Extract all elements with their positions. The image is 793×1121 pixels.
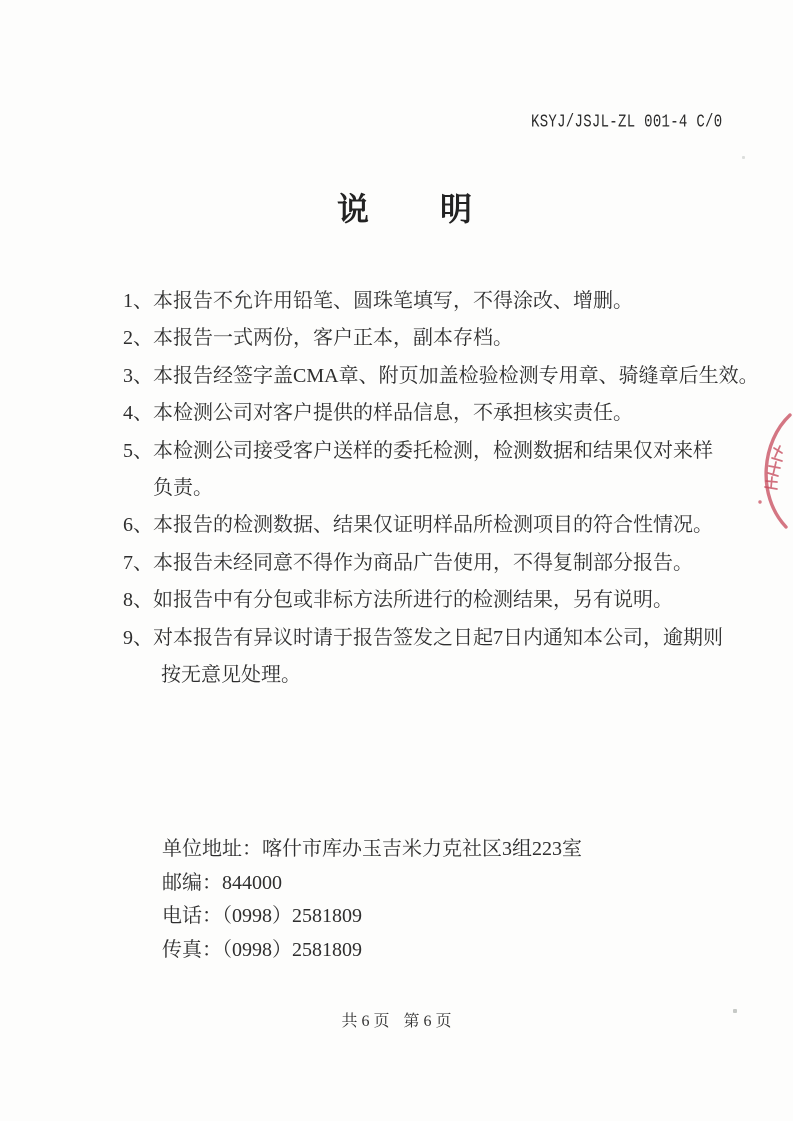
- document-code: KSYJ/JSJL-ZL 001-4 C/0: [531, 112, 723, 133]
- current-page: 第 6 页: [403, 1013, 452, 1030]
- note-item-9: [123, 620, 743, 695]
- note-number: 7、: [123, 551, 153, 574]
- note-text: 本检测公司对客户提供的样品信息，不承担核实责任。: [153, 402, 633, 425]
- note-number: 6、: [123, 514, 153, 537]
- note-text: 本报告一式两份，客户正本，副本存档。: [153, 327, 513, 350]
- scan-artifact-speck: [733, 1009, 737, 1013]
- contact-fax: 传真：（0998）2581809: [162, 938, 362, 961]
- note-item-8: [123, 582, 743, 619]
- note-text: 本报告不允许用铅笔、圆珠笔填写，不得涂改、增删。: [153, 290, 633, 312]
- note-text: 本检测公司接受客户送样的委托检测，检测数据和结果仅对来样: [153, 439, 713, 462]
- note-item-1: [123, 283, 743, 320]
- note-text: 对本报告有异议时请于报告签发之日起7日内通知本公司，逾期则: [153, 626, 723, 649]
- page-footer: [0, 1008, 793, 1031]
- contact-block: [162, 833, 582, 967]
- partial-red-seal-icon: [743, 412, 793, 530]
- note-text: 如报告中有分包或非标方法所进行的检测结果，另有说明。: [153, 589, 673, 612]
- contact-address: 单位地址：喀什市库办玉吉米力克社区3组223室: [162, 838, 582, 860]
- total-pages: 共 6 页: [341, 1013, 390, 1030]
- note-item-3: [123, 358, 759, 395]
- note-item-6: [123, 507, 743, 544]
- note-number: 8、: [123, 589, 153, 612]
- seal-dot: [758, 500, 761, 503]
- note-item-2: [123, 320, 743, 357]
- note-number: 9、: [123, 626, 153, 649]
- note-number: 3、: [123, 364, 153, 387]
- note-text: 本报告经签字盖CMA章、附页加盖检验检测专用章、骑缝章后生效。: [153, 364, 759, 387]
- note-item-7: [123, 545, 743, 582]
- note-item-4: [123, 395, 743, 432]
- notes-list: [123, 283, 759, 694]
- contact-phone: 电话：（0998）2581809: [162, 905, 362, 928]
- note-number: 1、: [123, 290, 153, 312]
- note-text: 本报告未经同意不得作为商品广告使用，不得复制部分报告。: [153, 551, 693, 574]
- note-text: 本报告的检测数据、结果仅证明样品所检测项目的符合性情况。: [153, 514, 713, 537]
- note-number: 2、: [123, 327, 153, 350]
- page-title: 说明: [337, 191, 544, 227]
- note-text-continuation: 负责。: [153, 477, 213, 500]
- scan-artifact-speck: [742, 156, 745, 159]
- note-text-continuation: 按无意见处理。: [161, 664, 301, 687]
- note-item-5: [123, 433, 743, 508]
- note-number: 5、: [123, 439, 153, 462]
- contact-postcode: 邮编：844000: [162, 871, 282, 894]
- note-number: 4、: [123, 402, 153, 425]
